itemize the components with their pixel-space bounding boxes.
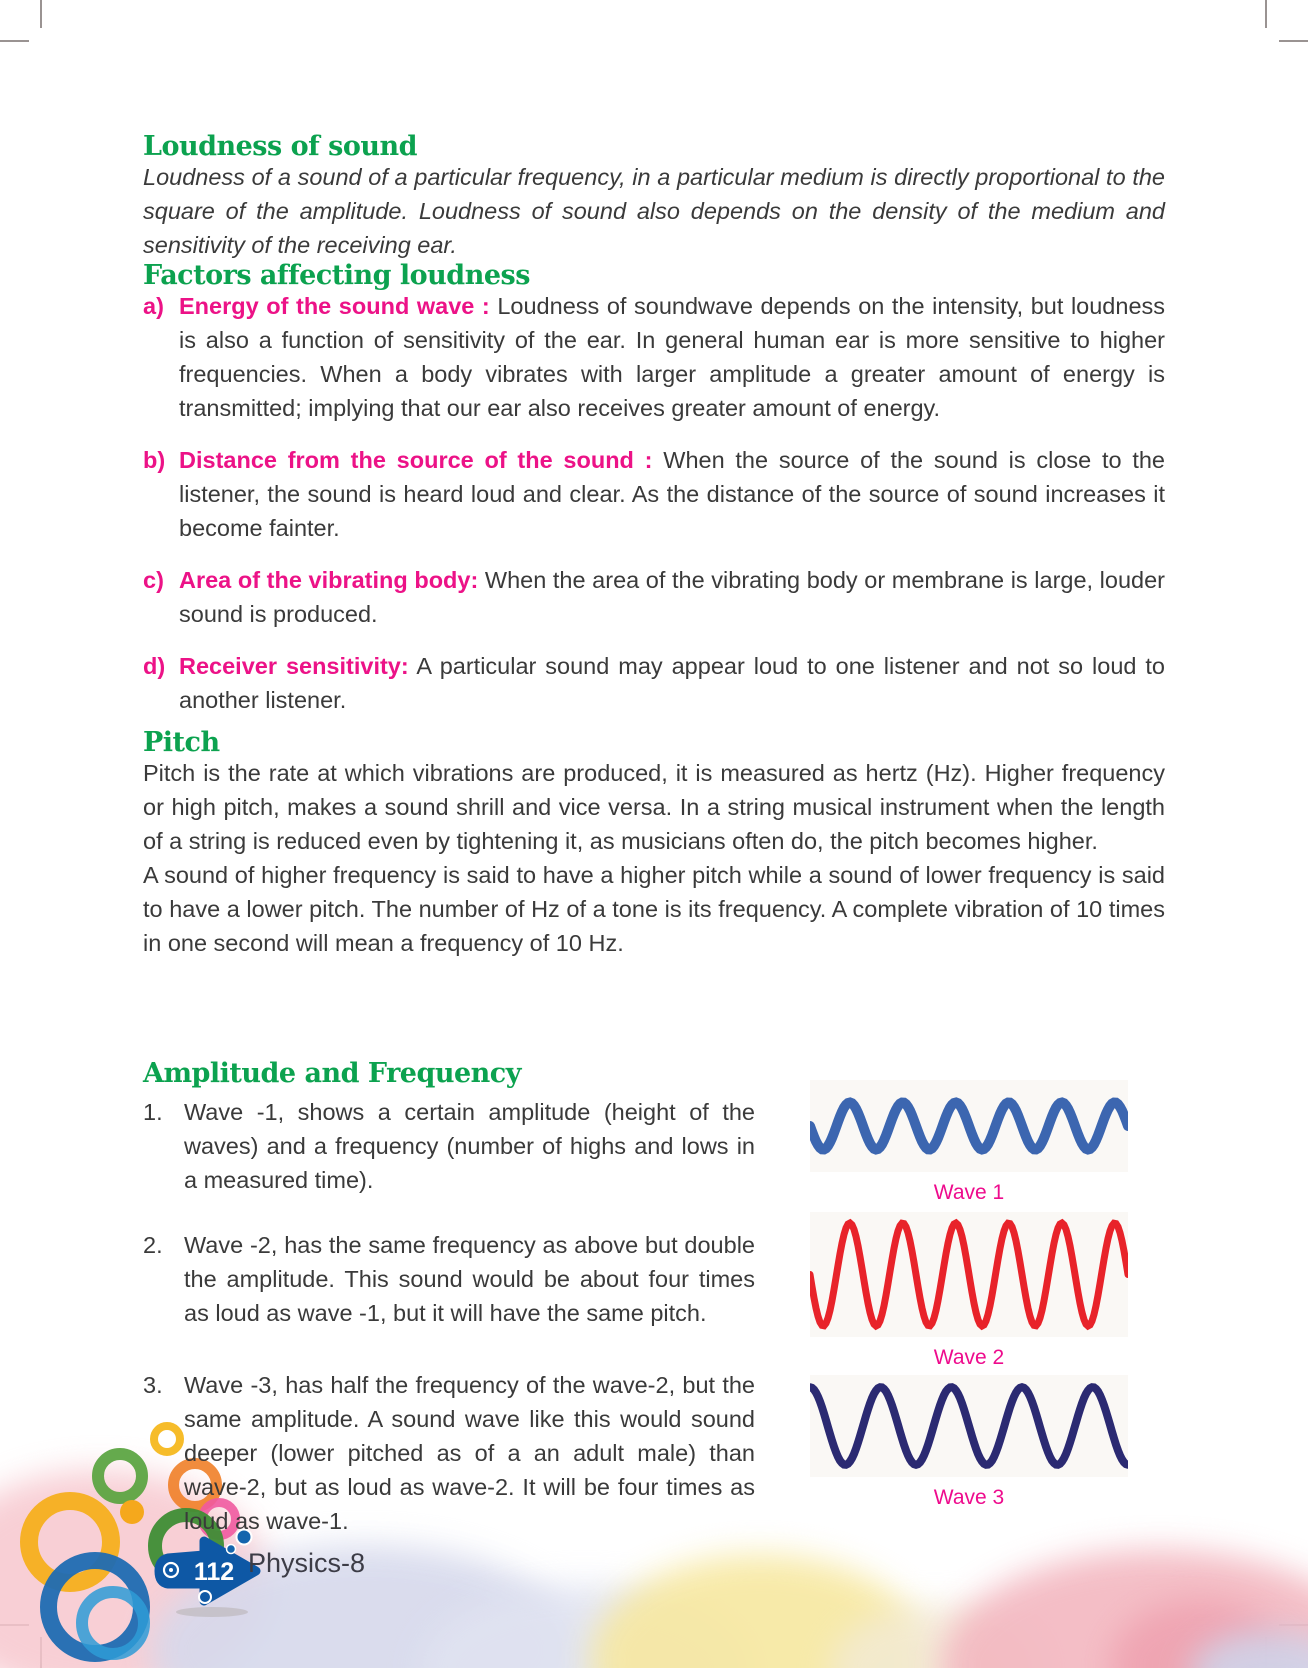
wave-2-figure [810, 1212, 1128, 1370]
item-text: When the area of the vibrating body or membrane is large, louder sound is produced. [179, 567, 1165, 627]
crop-mark [40, 0, 42, 28]
crop-mark [1265, 0, 1267, 28]
wave-1-description [143, 1095, 755, 1197]
section-heading-amplitude: Amplitude and Frequency [143, 1058, 521, 1089]
item-text: When the source of the sound is close to the listener, the sound is heard loud and clear. As the distance of the source of sound increases it become fainter. [179, 447, 1166, 541]
crop-mark [1279, 40, 1308, 42]
wave-3-figure [810, 1375, 1128, 1510]
pitch-paragraph-2: A sound of higher frequency is said to have a higher pitch while a sound of lower frequency is said to have a lower pitch. The number of Hz of a tone is its frequency. A complete vibration of 10 times in one second will mean a frequency of 10 Hz. [143, 862, 1165, 956]
crop-mark [0, 40, 29, 42]
item-number: 3. [143, 1372, 163, 1398]
item-marker: d) [143, 653, 166, 679]
factor-item-a [143, 289, 1165, 425]
item-number: 2. [143, 1232, 163, 1258]
item-text: Loudness of soundwave depends on the intensity, but loudness is also a function of sensitivity of the ear. In general human ear is more sensitive to higher frequencies. When a body vibrates with larger amplitude a greater amount of energy is transmitted; implying that our ear also receives greater amount of energy. [179, 293, 1166, 421]
circle-decor [76, 1586, 150, 1660]
wave-3-caption: Wave 3 [933, 1486, 1005, 1509]
item-lead: Energy of the sound wave : [179, 293, 490, 319]
item-lead: Distance from the source of the sound : [179, 447, 653, 473]
page-number: 112 [193, 1558, 235, 1586]
wave-2-panel [810, 1212, 1128, 1337]
wave-1-waveform [810, 1080, 1128, 1172]
pitch-paragraph-1: Pitch is the rate at which vibrations are produced, it is measured as hertz (Hz). Higher frequency or high pitch, makes a sound shrill and vice versa. In a string musical instrument when the length of a string is reduced even by tightening it, as musicians often do, the pitch becomes higher. [143, 760, 1165, 854]
item-marker: b) [143, 447, 166, 473]
item-marker: c) [143, 567, 164, 593]
item-lead: Receiver sensitivity: [179, 653, 409, 679]
wave-3-waveform [810, 1375, 1128, 1477]
item-text: A particular sound may appear loud to one listener and not so loud to another listener. [179, 653, 1165, 713]
wave-1-figure [810, 1080, 1128, 1205]
factor-item-b [143, 443, 1165, 545]
item-marker: a) [143, 293, 164, 319]
item-text: Wave -3, has half the frequency of the wave-2, but the same amplitude. A sound wave like this would sound deeper (lower pitched as of a an adult male) than wave-2, but as loud as wave-2. It will be four times as loud as wave-1. [184, 1372, 755, 1534]
amplitude-section [143, 1060, 1165, 1600]
circle-decor [92, 1448, 148, 1504]
factor-item-c [143, 563, 1165, 631]
wave-1-panel [810, 1080, 1128, 1172]
loudness-intro-paragraph: Loudness of a sound of a particular frequency, in a particular medium is directly proportional to the square of the amplitude. Loudness of sound also depends on the density of the medium and sensitivity of the receiving ear. [143, 164, 1165, 258]
wave-2-caption: Wave 2 [933, 1346, 1005, 1369]
circle-decor [120, 1500, 144, 1524]
wave-1-caption: Wave 1 [933, 1181, 1005, 1204]
item-lead: Area of the vibrating body: [179, 567, 479, 593]
item-number: 1. [143, 1099, 163, 1125]
section-heading-factors: Factors affecting loudness [143, 260, 530, 291]
factor-item-d [143, 649, 1165, 717]
section-heading-pitch: Pitch [143, 727, 220, 758]
main-content [143, 133, 1165, 960]
wave-2-waveform [810, 1212, 1128, 1337]
wave-3-panel [810, 1375, 1128, 1477]
wave-2-description [143, 1228, 755, 1330]
item-text: Wave -2, has the same frequency as above but double the amplitude. This sound would be about four times as loud as wave -1, but it will have the same pitch. [184, 1232, 755, 1326]
wave-3-description [143, 1368, 755, 1538]
section-heading-loudness: Loudness of sound [143, 131, 417, 162]
book-title: Physics-8 [248, 1548, 366, 1578]
item-text: Wave -1, shows a certain amplitude (height of the waves) and a frequency (number of highs and lows in a measured time). [184, 1099, 755, 1193]
